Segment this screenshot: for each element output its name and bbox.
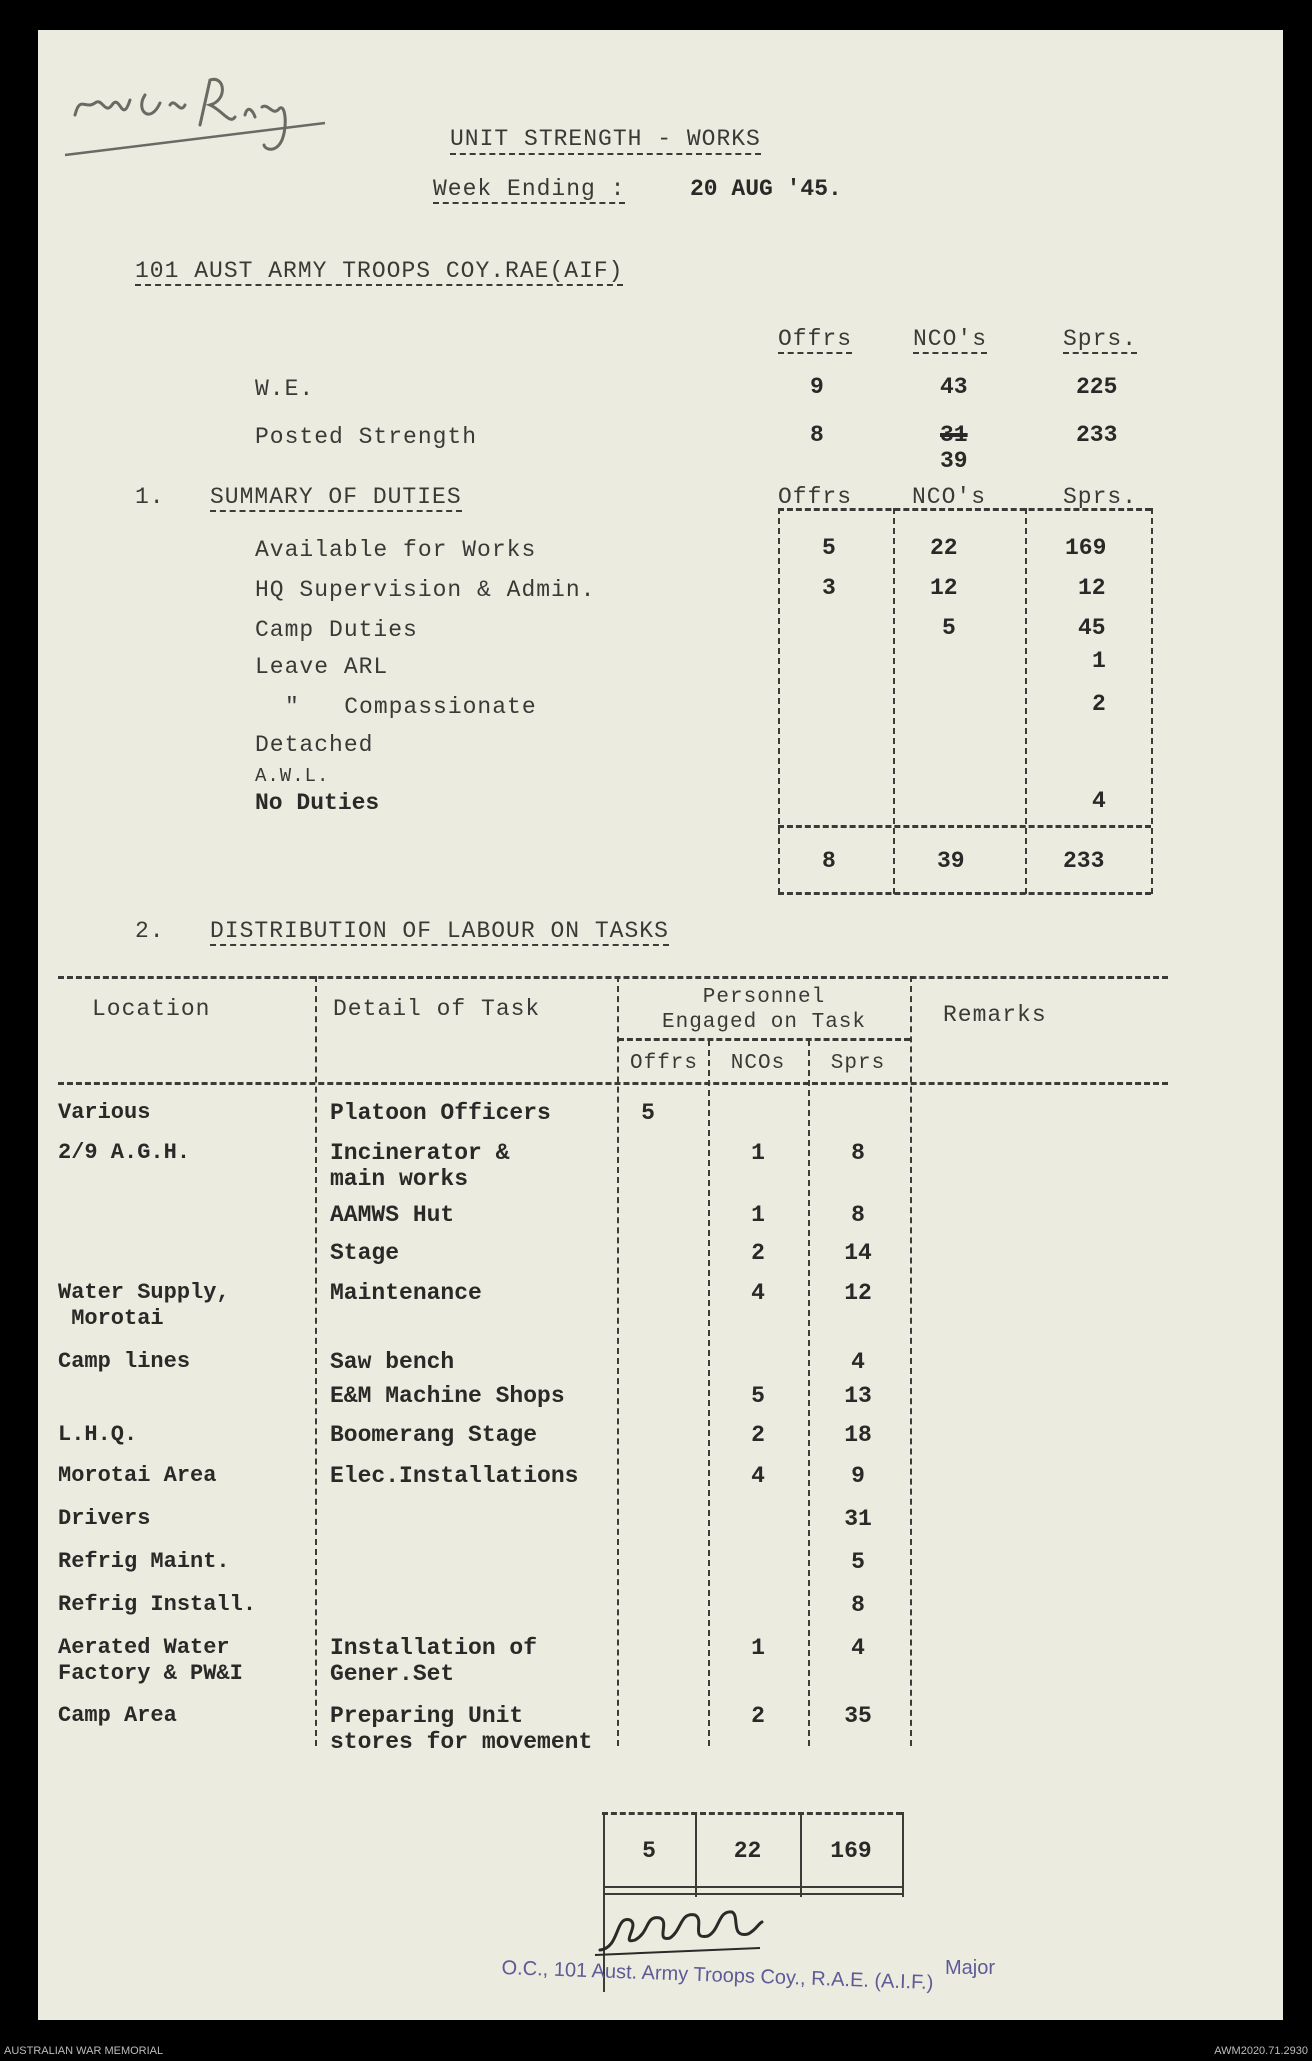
task-location: Refrig Install. (58, 1592, 257, 1617)
strength-row-value: 39 (940, 448, 968, 474)
duty-label: Detached (255, 732, 374, 758)
totals-double-rule (603, 1886, 903, 1888)
duties-box-divider (893, 508, 895, 894)
duties-box-top (778, 508, 1151, 511)
duty-value: 4 (1092, 788, 1106, 814)
header-bottom-rule (58, 1082, 1168, 1085)
task-detail: Incinerator & main works (330, 1140, 510, 1192)
duties-header-ncos: NCO's (912, 484, 987, 510)
col-header-detail: Detail of Task (333, 996, 541, 1022)
task-detail: Saw bench (330, 1349, 455, 1375)
signature-drawing (590, 1900, 770, 1960)
task-sprs: 13 (844, 1383, 872, 1409)
totals-divider (902, 1812, 904, 1897)
duties-box-total-rule (778, 825, 1151, 828)
task-detail: Platoon Officers (330, 1100, 551, 1126)
task-sprs: 8 (851, 1592, 865, 1618)
task-sprs: 4 (851, 1349, 865, 1375)
column-divider (910, 976, 912, 1746)
task-total: 22 (733, 1838, 762, 1864)
section-title: SUMMARY OF DUTIES (210, 484, 462, 510)
task-location: Water Supply, Morotai (58, 1280, 230, 1331)
officer-stamp: O.C., 101 Aust. Army Troops Coy., R.A.E. (A.I.F.) (501, 1957, 934, 1995)
task-location: Refrig Maint. (58, 1549, 230, 1574)
task-location: Camp Area (58, 1703, 177, 1728)
duty-value: 12 (1078, 575, 1106, 601)
strength-row-label: Posted Strength (255, 424, 478, 450)
task-sprs: 18 (844, 1422, 872, 1448)
archive-footer-right: AWM2020.71.2930 (1214, 2045, 1308, 2057)
task-detail: Preparing Unit stores for movement (330, 1703, 593, 1755)
duty-value: 3 (822, 575, 836, 601)
duties-header-sprs: Sprs. (1063, 484, 1138, 510)
duty-label: HQ Supervision & Admin. (255, 577, 596, 603)
duty-value: 2 (1092, 691, 1106, 717)
section-number: 1. (135, 484, 165, 510)
duty-label: " Compassionate (285, 694, 537, 720)
task-sprs: 8 (851, 1140, 865, 1166)
task-sprs: 5 (851, 1549, 865, 1575)
task-detail: Installation of Gener.Set (330, 1635, 538, 1687)
task-total: 169 (830, 1838, 872, 1864)
task-sprs: 35 (844, 1703, 872, 1729)
task-location: Drivers (58, 1506, 151, 1531)
duty-label: Camp Duties (255, 617, 418, 643)
archive-footer-left: AUSTRALIAN WAR MEMORIAL (4, 2045, 164, 2057)
page-title: UNIT STRENGTH - WORKS (450, 126, 761, 155)
duty-value: 1 (1092, 648, 1106, 674)
unit-name: 101 AUST ARMY TROOPS COY.RAE(AIF) (135, 258, 624, 284)
col-header-offrs: Offrs (629, 1052, 698, 1075)
duty-label: A.W.L. (255, 765, 330, 787)
duty-value: 169 (1065, 535, 1107, 561)
duty-value: 12 (930, 575, 958, 601)
duty-label: Leave ARL (255, 654, 389, 680)
task-location: 2/9 A.G.H. (58, 1140, 191, 1165)
task-location: L.H.Q. (58, 1422, 138, 1447)
task-ncos: 2 (751, 1240, 765, 1266)
col-header-location: Location (92, 996, 211, 1022)
strength-row-value: 233 (1076, 422, 1118, 448)
officer-rank: Major (945, 1957, 996, 1979)
task-sprs: 12 (844, 1280, 872, 1306)
week-ending-date: 20 AUG '45. (690, 176, 842, 202)
task-sprs: 8 (851, 1202, 865, 1228)
duties-box-divider (1025, 508, 1027, 894)
strength-row-value: 225 (1076, 374, 1118, 400)
duty-label: No Duties (255, 790, 380, 816)
col-header-ncos: NCOs (730, 1052, 786, 1075)
strength-header-ncos: NCO's (913, 326, 988, 352)
duties-box-bottom (778, 892, 1151, 895)
task-sprs: 9 (851, 1463, 865, 1489)
duties-header-offrs: Offrs (778, 484, 853, 510)
column-divider (315, 976, 317, 1746)
duties-box-right (1151, 508, 1153, 894)
duty-total: 39 (937, 848, 965, 874)
task-ncos: 4 (751, 1463, 765, 1489)
task-sprs: 4 (851, 1635, 865, 1661)
strength-header-offrs: Offrs (778, 326, 853, 352)
duty-value: 22 (930, 535, 958, 561)
duty-value: 5 (822, 535, 836, 561)
duty-total: 233 (1063, 848, 1105, 874)
task-detail: Maintenance (330, 1280, 482, 1306)
col-header-sprs: Sprs (830, 1052, 886, 1075)
strength-row-value: 9 (810, 374, 824, 400)
task-location: Aerated Water Factory & PW&I (58, 1635, 243, 1686)
strength-row-label: W.E. (255, 376, 315, 402)
task-detail: AAMWS Hut (330, 1202, 455, 1228)
task-sprs: 31 (844, 1506, 872, 1532)
duty-total: 8 (822, 848, 836, 874)
task-total: 5 (642, 1838, 656, 1864)
strength-header-sprs: Sprs. (1063, 326, 1138, 352)
section-title: DISTRIBUTION OF LABOUR ON TASKS (210, 918, 669, 944)
task-offrs: 5 (641, 1100, 655, 1126)
section-number: 2. (135, 918, 165, 944)
task-ncos: 1 (751, 1635, 765, 1661)
task-ncos: 4 (751, 1280, 765, 1306)
task-ncos: 2 (751, 1703, 765, 1729)
duty-value: 5 (942, 615, 956, 641)
totals-top-rule (602, 1812, 902, 1815)
task-ncos: 2 (751, 1422, 765, 1448)
task-detail: Elec.Installations (330, 1463, 579, 1489)
handwritten-note-drawing (50, 55, 330, 165)
totals-double-rule (603, 1893, 903, 1895)
task-location: Morotai Area (58, 1463, 217, 1488)
strength-row-value: 8 (810, 422, 824, 448)
col-header-remarks: Remarks (943, 1002, 1047, 1028)
col-header-personnel: Personnel (702, 986, 826, 1009)
personnel-subheader-rule (618, 1038, 910, 1041)
task-sprs: 14 (844, 1240, 872, 1266)
task-ncos: 1 (751, 1202, 765, 1228)
task-location: Camp lines (58, 1349, 191, 1374)
task-location: Various (58, 1100, 151, 1125)
task-detail: Boomerang Stage (330, 1422, 538, 1448)
task-detail: Stage (330, 1240, 400, 1266)
week-ending-label: Week Ending : (433, 176, 626, 202)
column-divider (617, 976, 619, 1746)
col-header-personnel: Engaged on Task (661, 1011, 867, 1034)
duty-label: Available for Works (255, 537, 537, 563)
task-ncos: 5 (751, 1383, 765, 1409)
task-detail: E&M Machine Shops (330, 1383, 565, 1409)
task-ncos: 1 (751, 1140, 765, 1166)
table-top-rule (58, 976, 1168, 979)
duty-value: 45 (1078, 615, 1106, 641)
struck-value: 31 (940, 422, 968, 448)
duties-box-left (778, 508, 780, 894)
strength-row-value: 43 (940, 374, 968, 400)
